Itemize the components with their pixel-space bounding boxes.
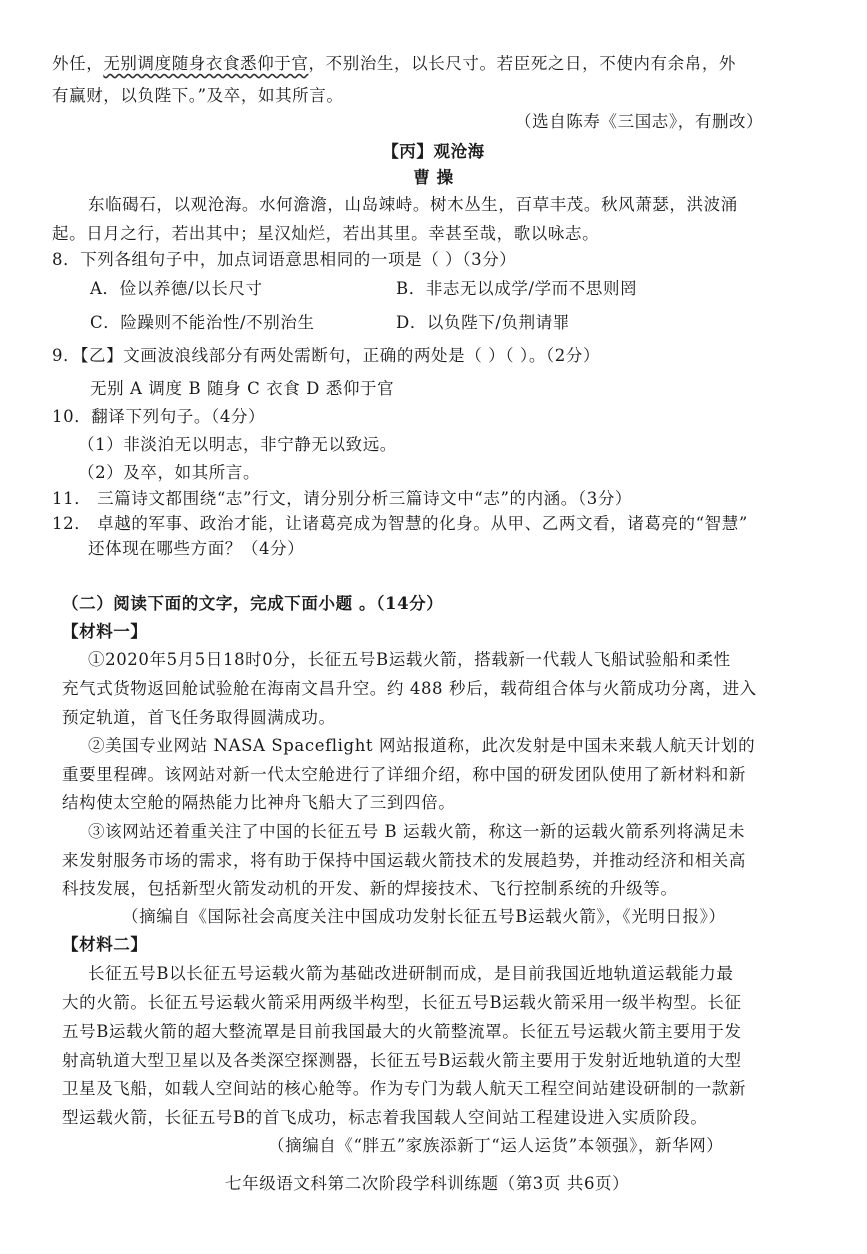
- text-line: 大的火箭。长征五号运载火箭采用两级半构型，长征五号B运载火箭采用一级半构型。长征: [62, 993, 742, 1012]
- text-line: 充气式货物返回舱试验舱在海南文昌升空。约 488 秒后，载荷组合体与火箭成功分离，进入: [62, 679, 757, 698]
- text-line: 来发射服务市场的需求，将有助于保持中国运载火箭技术的发展趋势，并推动经济和相关高: [62, 851, 746, 870]
- text-line: 科技发展，包括新型火箭发动机的开发、新的焊接技术、飞行控制系统的升级等。: [62, 879, 678, 898]
- text-line: ①2020年5月5日18时0分，长征五号B运载火箭，搭载新一代载人飞船试验船和柔性: [88, 650, 731, 669]
- question-12: 12． 卓越的军事、政治才能，让诸葛亮成为智慧的化身。从甲、乙两文看，诸葛亮的“智慧”: [52, 514, 748, 533]
- question-9: 9．【乙】文画波浪线部分有两处需断句，正确的两处是（ ）（ ）。（2分）: [52, 346, 601, 365]
- question-10: 10．翻译下列句子。（4分）: [52, 407, 266, 426]
- text-line: 长征五号B以长征五号运载火箭为基础改进研制而成，是目前我国近地轨道运载能力最: [88, 964, 734, 983]
- question-12-cont: 还体现在哪些方面？（4分）: [88, 539, 305, 558]
- poem-author: 曹 操: [413, 168, 454, 187]
- material-2-title: 【材料二】: [62, 935, 148, 954]
- page-footer: 七年级语文科第二次阶段学科训练题（第3页 共6页）: [225, 1174, 630, 1193]
- option-c: C．险躁则不能治性/不别治生: [90, 313, 315, 332]
- poem-title: 【丙】观沧海: [382, 142, 485, 161]
- source-citation: （摘编自《“胖五”家族添新丁“运人运货”本领强》，新华网）: [268, 1136, 724, 1155]
- question-10-2: （2）及卒，如其所言。: [78, 463, 261, 482]
- text-line: 东临碣石，以观沧海。水何澹澹，山岛竦峙。树木丛生，百草丰茂。秋风萧瑟，洪波涌: [88, 195, 738, 214]
- source-citation: （选自陈寿《三国志》，有删改）: [515, 112, 764, 131]
- wavy-underlined-text: 无别调度随身衣食悉仰于官: [103, 54, 309, 73]
- text-line: 射高轨道大型卫星以及各类深空探测器，长征五号B运载火箭主要用于发射近地轨道的大型: [62, 1051, 742, 1070]
- text-line: 结构使太空舱的隔热能力比神舟飞船大了三到四倍。: [62, 793, 456, 812]
- text-line: 预定轨道，首飞任务取得圆满成功。: [62, 708, 336, 727]
- option-d: D．以负陛下/负荆请罪: [396, 313, 570, 332]
- text-line: 卫星及飞船，如载人空间站的核心舱等。作为专门为载人航天工程空间站建设研制的一款新: [62, 1079, 746, 1098]
- section-title: （二）阅读下面的文字，完成下面小题 。（14分）: [62, 594, 444, 613]
- question-10-1: （1）非淡泊无以明志，非宁静无以致远。: [78, 435, 397, 454]
- text-line: ②美国专业网站 NASA Spaceflight 网站报道称，此次发射是中国未来载人航天计划的: [88, 736, 756, 755]
- material-1-title: 【材料一】: [62, 622, 148, 641]
- option-a: A．俭以养德/以长尺寸: [90, 279, 263, 298]
- text-line: 型运载火箭，长征五号B的首飞成功，标志着我国载人空间站工程建设进入实质阶段。: [62, 1108, 708, 1127]
- text-line: 起。日月之行，若出其中；星汉灿烂，若出其里。幸甚至哉，歌以咏志。: [52, 224, 600, 243]
- question-8: 8．下列各组句子中，加点词语意思相同的一项是（ ）（3分）: [52, 250, 517, 269]
- question-11: 11． 三篇诗文都围绕“志”行文，请分别分析三篇诗文中“志”的内涵。（3分）: [52, 489, 633, 508]
- source-citation: （摘编自《国际社会高度关注中国成功发射长征五号B运载火箭》，《光明日报》）: [122, 907, 726, 926]
- question-9-options: 无别 A 调度 B 随身 C 衣食 D 悉仰于官: [90, 379, 395, 398]
- option-b: B．非志无以成学/学而不思则罔: [396, 279, 638, 298]
- text-line: ③该网站还着重关注了中国的长征五号 B 运载火箭，称这一新的运载火箭系列将满足未: [88, 822, 746, 841]
- text-line: 重要里程碑。该网站对新一代太空舱进行了详细介绍，称中国的研发团队使用了新材料和新: [62, 765, 746, 784]
- text-line: 五号B运载火箭的超大整流罩是目前我国最大的火箭整流罩。长征五号运载火箭主要用于发: [62, 1022, 742, 1041]
- text-line: 有赢财，以负陛下。”及卒，如其所言。: [52, 86, 344, 105]
- text-line: 外任，无别调度随身衣食悉仰于官，不别治生，以长尺寸。若臣死之日，不使内有余帛，外: [52, 54, 737, 73]
